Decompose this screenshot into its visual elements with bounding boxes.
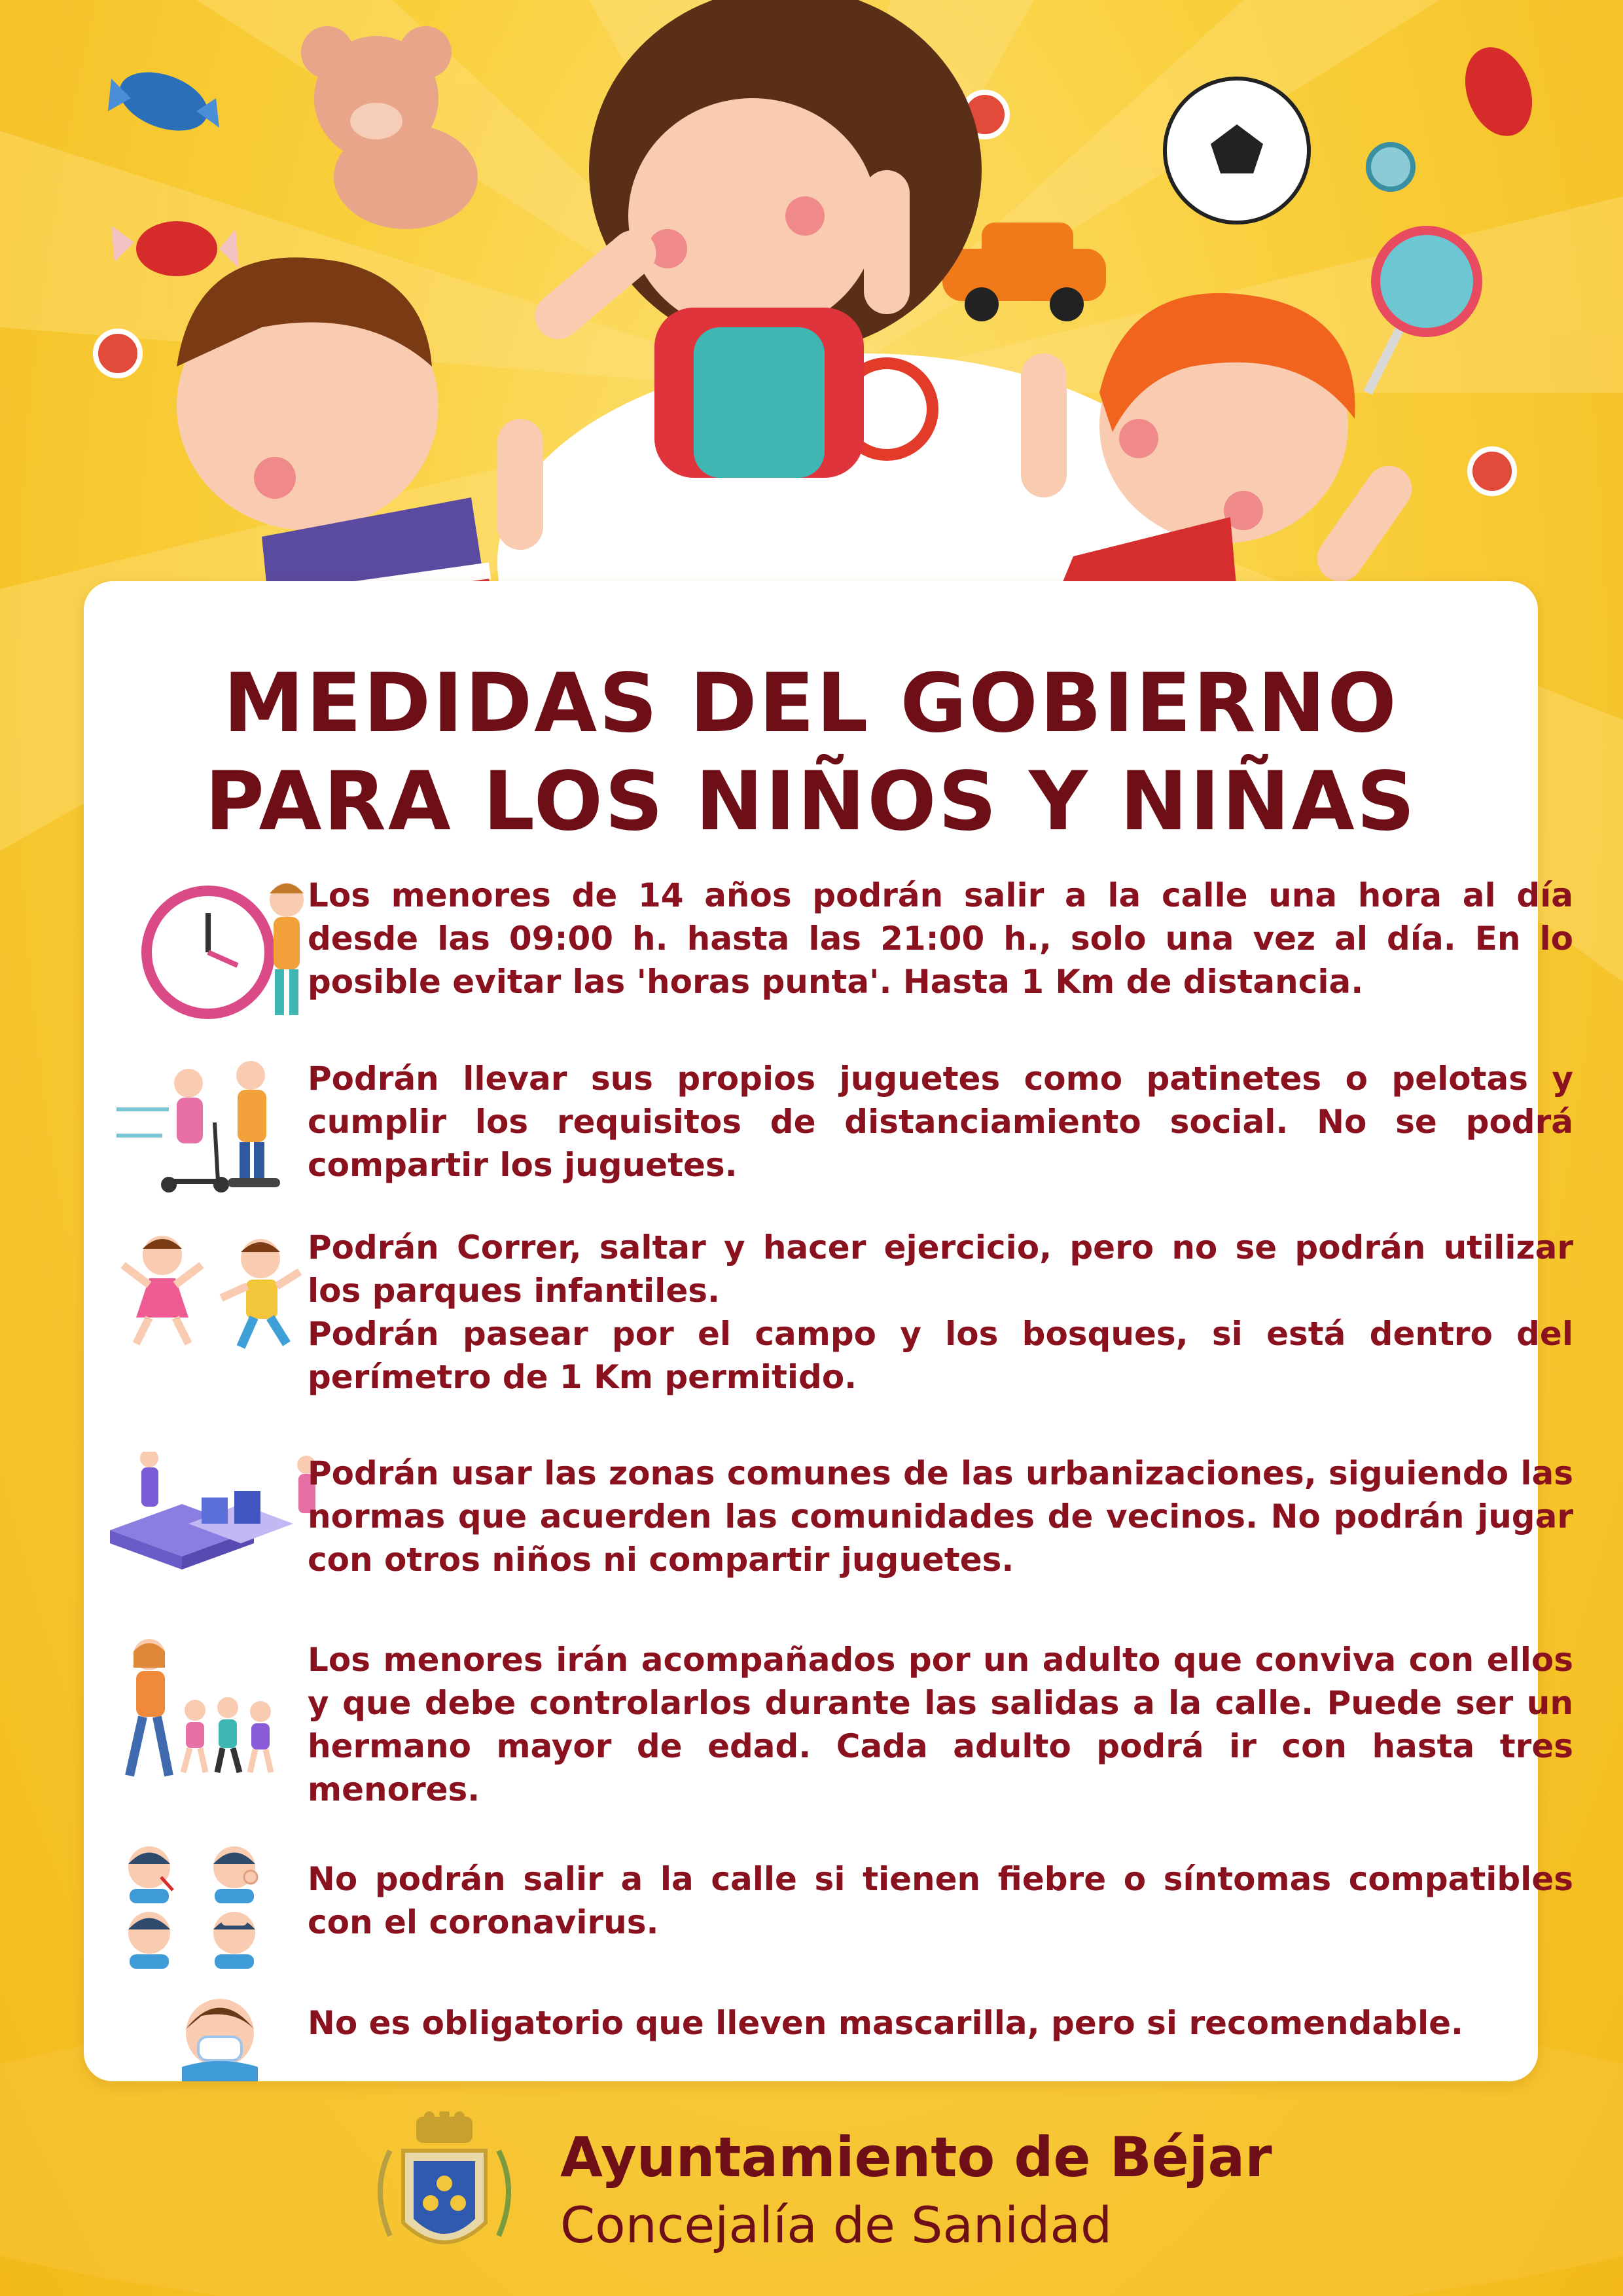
jumping-children-icon <box>110 1226 339 1357</box>
candy-icon <box>1454 38 1544 145</box>
item-text: Los menores irán acompañados por un adulto que conviva con ellos y que debe controlarlos durante las salidas a la calle. Puede ser un hermano mayor de edad. Cada adulto podrá ir con hasta tres menores. <box>308 1641 1573 1808</box>
item-text: Los menores de 14 años podrán salir a la calle una hora al día desde las 09:00 h. hasta las 21:00 h., solo una vez al día. En lo posible evitar las 'horas punta'. Hasta 1 Km de distancia. <box>308 876 1573 1001</box>
candy-icon <box>1368 145 1413 189</box>
title-line-1: MEDIDAS DEL GOBIERNO <box>223 656 1399 751</box>
clock-child-icon <box>110 874 339 1024</box>
title-line-2: PARA LOS NIÑOS Y NIÑAS <box>204 755 1418 849</box>
community-area-icon <box>110 1452 339 1576</box>
hero-illustration <box>0 0 1623 668</box>
adult-with-children-icon <box>110 1638 339 1782</box>
scooter-children-icon <box>110 1057 339 1194</box>
item-text: Podrán usar las zonas comunes de las urbanizaciones, siguiendo las normas que acuerden las comunidades de vecinos. No podrán jugar con otros niños ni compartir juguetes. <box>308 1454 1573 1579</box>
teddy-bear-icon <box>301 26 478 229</box>
lollipop-icon <box>1368 230 1478 393</box>
item-text: No podrán salir a la calle si tienen fiebre o síntomas compatibles con el coronavirus. <box>308 1860 1573 1941</box>
page-title <box>84 655 1538 851</box>
item-text: No es obligatorio que lleven mascarilla, pero si recomendable. <box>308 2004 1463 2042</box>
candy-icon <box>1470 449 1514 493</box>
candy-icon <box>108 61 219 141</box>
candy-icon <box>111 221 239 276</box>
soccer-ball-icon <box>1165 79 1309 223</box>
footer-organization: Ayuntamiento de Béjar <box>560 2125 1272 2189</box>
coat-of-arms-logo <box>370 2111 518 2269</box>
item-text: Podrán Correr, saltar y hacer ejercicio, pero no se podrán utilizar los parques infantiles. Podrán pasear por el campo y los bosques, si está dentro del perímetro de 1 Km permitido. <box>308 1229 1573 1396</box>
item-text: Podrán llevar sus propios juguetes como patinetes o pelotas y cumplir los requisitos de distanciamiento social. No se podrá compartir los juguetes. <box>308 1060 1573 1184</box>
footer-department: Concejalía de Sanidad <box>560 2196 1113 2254</box>
candy-icon <box>96 331 140 376</box>
mask-child-icon <box>110 1990 339 2081</box>
symptoms-icon <box>110 1838 339 1969</box>
